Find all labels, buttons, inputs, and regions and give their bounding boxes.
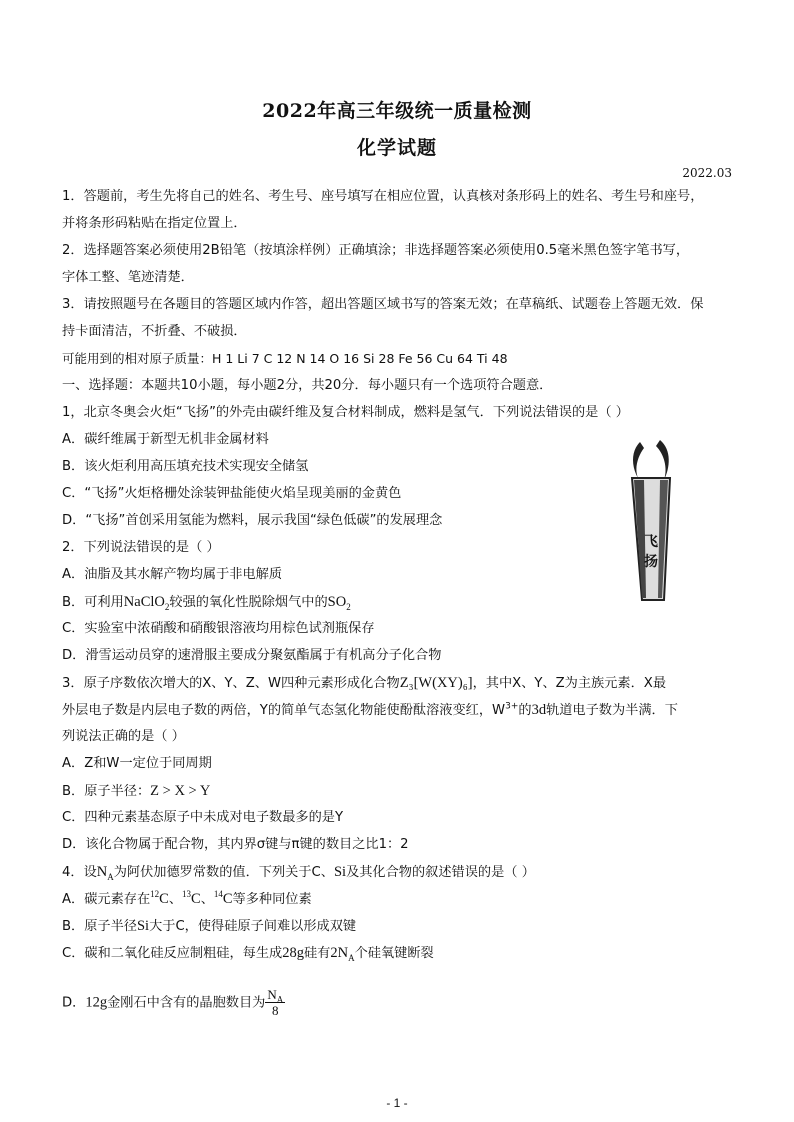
q1-option-c: C．“飞扬”火炬格栅处涂装钾盐能使火焰呈现美丽的金黄色	[62, 486, 402, 501]
isotope-c14: $^{14}$C	[213, 889, 233, 907]
instruction-1a: 1．答题前，考生先将自己的姓名、考生号、座号填写在相应位置，认真核对条形码上的姓名、考生号和座号，	[62, 189, 704, 204]
atomic-masses: 可能用到的相对原子质量：H 1 Li 7 C 12 N 14 O 16 Si 28 Fe 56 Cu 64 Ti 48	[62, 351, 508, 366]
q3-option-b: B．原子半径：Z > X > Y	[62, 783, 211, 799]
fraction-na-over-8: $\frac{N_A}{8}$	[267, 987, 284, 1018]
exam-title: 2022年高三年级统一质量检测	[262, 100, 532, 122]
silicon-symbol: Si	[333, 864, 347, 880]
q3-option-a: A．Z和W一定位于同周期	[62, 756, 212, 771]
q3-option-c: C．四种元素基态原子中未成对电子数最多的是Y	[62, 810, 344, 825]
q1-option-d: D．“飞扬”首创采用氢能为燃料，展示我国“绿色低碳”的发展理念	[62, 513, 443, 528]
avogadro-symbol: $N_A$	[96, 864, 114, 882]
mass-28g: 28g	[282, 945, 304, 961]
radius-order: Z > X > Y	[150, 783, 211, 799]
isotope-c12: $^{12}$C	[150, 889, 169, 907]
q3-stem-line3: 列说法正确的是（ ）	[62, 729, 185, 744]
isotope-c13: $^{13}$C	[182, 889, 201, 907]
subject-title: 化学试题	[356, 137, 437, 159]
q4-option-d: D．12g金刚石中含有的晶胞数目为 $\frac{N_A}{8}$	[62, 987, 284, 1018]
torch-flame-right	[656, 440, 669, 480]
instruction-1b: 并将条形码粘贴在指定位置上．	[62, 216, 247, 231]
torch-flame-left	[633, 442, 644, 478]
mass-12g: 12g	[85, 994, 108, 1011]
q1-option-a: A．碳纤维属于新型无机非金属材料	[62, 432, 269, 447]
instruction-2b: 字体工整、笔迹清楚．	[62, 270, 194, 285]
torch-label-2: 扬	[644, 554, 658, 570]
torch-label: 飞	[644, 534, 658, 550]
w-ion-charge: 3+	[505, 701, 519, 712]
count-2na: $2N_A$	[330, 945, 355, 963]
q4-option-b: B．原子半径Si大于C，使得硅原子间难以形成双键	[62, 918, 357, 934]
q3-option-d: D．该化合物属于配合物，其内界σ键与π键的数目之比1：2	[62, 837, 409, 852]
q2-b-prefix: B．可利用	[62, 595, 124, 610]
q2-option-b	[62, 593, 351, 612]
page-number: - 1 -	[386, 1096, 408, 1110]
q2-b-middle: 较强的氧化性脱除烟气中的	[169, 595, 328, 610]
q2-option-a: A．油脂及其水解产物均属于非电解质	[62, 567, 283, 582]
q2-stem: 2．下列说法错误的是（ ）	[62, 540, 220, 555]
instruction-3a: 3．请按照题号在各题目的答题区域内作答，超出答题区域书写的答案无效；在草稿纸、试题卷上答题无效．保	[62, 297, 704, 312]
q1-stem: 1，北京冬奥会火炬“飞扬”的外壳由碳纤维及复合材料制成，燃料是氢气．下列说法错误的是（ ）	[62, 405, 629, 420]
exam-date: 2022.03	[682, 166, 732, 180]
q3-stem-line1: 3．原子序数依次增大的X、Y、Z、W四种元素形成化合物Z₃[W(XY)₆]，其中X、Y、Z为主族元素．X最	[62, 675, 667, 691]
q4-option-c: C．碳和二氧化硅反应制粗硅，每生成28g硅有$2N_A$个硅氧键断裂	[62, 945, 434, 963]
formula-so2: $SO_2$	[327, 594, 351, 612]
q3-stem-line2: 外层电子数是内层电子数的两倍，Y的简单气态氢化物能使酚酞溶液变红，$W^{3+}$的3d轨道电子数为半满．下	[62, 701, 678, 718]
q1-option-b: B．该火炬利用高压填充技术实现安全储氢	[62, 459, 309, 474]
formula-compound: Z₃[W(XY)₆]	[399, 675, 473, 691]
instruction-3b: 持卡面清洁，不折叠、不破损．	[62, 324, 247, 339]
formula-naclo2: NaClO$_2$	[123, 594, 170, 612]
section-header: 一、选择题：本题共10小题，每小题2分，共20分．每小题只有一个选项符合题意．	[62, 378, 553, 393]
q2-option-c: C．实验室中浓硝酸和硝酸银溶液均用棕色试剂瓶保存	[62, 621, 375, 636]
instruction-2a: 2．选择题答案必须使用2B铅笔（按填涂样例）正确填涂；非选择题答案必须使用0.5毫米黑色签字笔书写，	[62, 243, 690, 258]
torch-illustration	[620, 438, 682, 602]
silicon-symbol-b: Si	[136, 918, 150, 934]
q4-stem: 4．设$N_A$为阿伏加德罗常数的值．下列关于C、Si及其化合物的叙述错误的是（ ）	[62, 864, 535, 882]
orbital-3d: 3d	[531, 702, 547, 718]
q2-option-d: D．滑雪运动员穿的速滑服主要成分聚氨酯属于有机高分子化合物	[62, 648, 442, 663]
q4-option-a: A．碳元素存在$^{12}$C、$^{13}$C、$^{14}$C等多种同位素	[62, 889, 312, 907]
